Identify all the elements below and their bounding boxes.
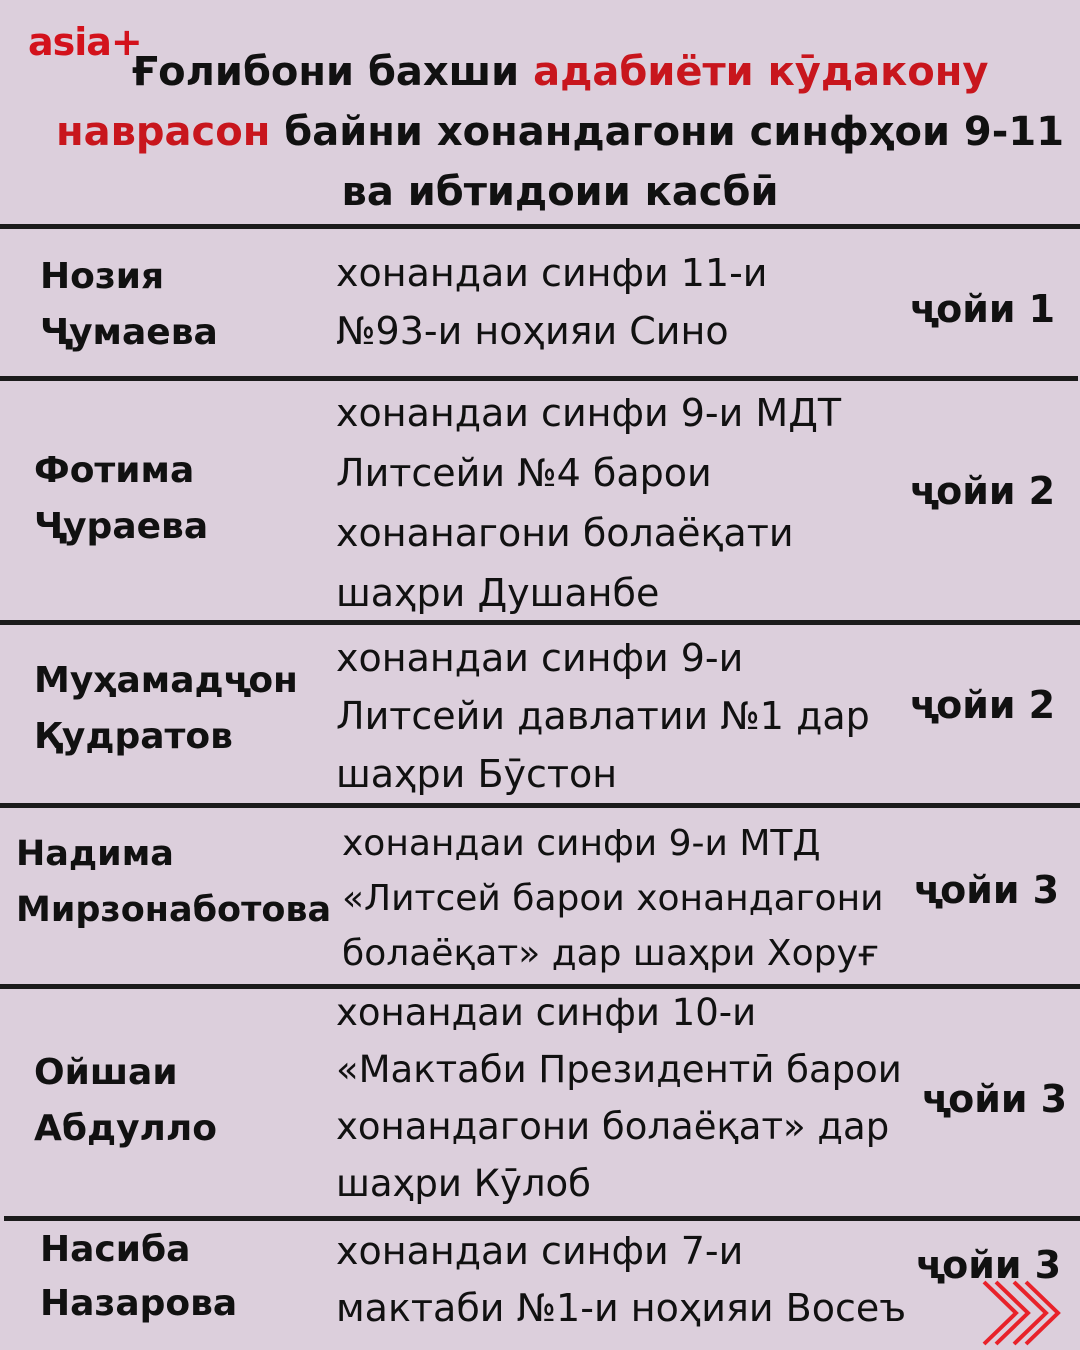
table-row [0,229,1080,376]
place-label: ҷойи 3 [914,868,1060,912]
title-part-1: Ғолибони бахши [131,49,534,95]
winner-name: Нозия Ҷумаева [40,256,218,353]
place-label: ҷойи 2 [910,469,1056,513]
title-part-2: байни хонандагони синфҳои 9-11 [270,109,1065,155]
place-label: ҷойи 3 [916,1243,1062,1287]
winner-description: хонандаи синфи 9-и МТД «Литсей барои хонандагони болаёқат» дар шаҳри Хоруғ [342,823,884,974]
title-line-3: ва ибтидоии касбӣ [341,169,779,215]
table-row [0,1221,1080,1350]
table-row [0,625,1080,803]
winner-name: Муҳамадҷон Қудратов [34,660,298,757]
title-line-1 [40,42,1080,102]
winner-name: Надима Мирзонаботова [16,834,332,930]
place-label: ҷойи 1 [910,287,1056,331]
table-row [0,989,1080,1216]
title-highlight-2: наврасон [55,109,271,155]
asia-plus-logo: asia+ [28,20,142,64]
winner-description: хонандаи синфи 7-и мактаби №1-и ноҳияи Восеъ [336,1229,907,1330]
place-label: ҷойи 2 [910,683,1056,727]
winner-name: Ойшаи Абдулло [34,1052,218,1149]
table-row [0,808,1080,984]
winner-description: хонандаи синфи 9-и Литсейи давлатии №1 дар шаҳри Бӯстон [336,636,870,796]
winner-description: хонандаи синфи 11-и №93-и ноҳияи Сино [336,251,768,353]
title-highlight-1: адабиёти кӯдакону [533,49,989,95]
winner-name: Фотима Ҷураева [34,450,209,547]
place-label: ҷойи 3 [922,1077,1068,1121]
double-chevron-right-icon[interactable] [978,1278,1062,1348]
winner-name: Насиба Назарова [40,1229,238,1324]
table-row [0,381,1080,620]
winner-description: хонандаи синфи 9-и МДТ Литсейи №4 барои хонанагони болаёқати шаҳри Душанбе [336,391,842,615]
title-line-2 [40,102,1080,162]
winner-description: хонандаи синфи 10-и «Мактаби Президентӣ барои хонандагони болаёқат» дар шаҳри Кӯлоб [336,991,902,1205]
page-title [40,42,1080,222]
